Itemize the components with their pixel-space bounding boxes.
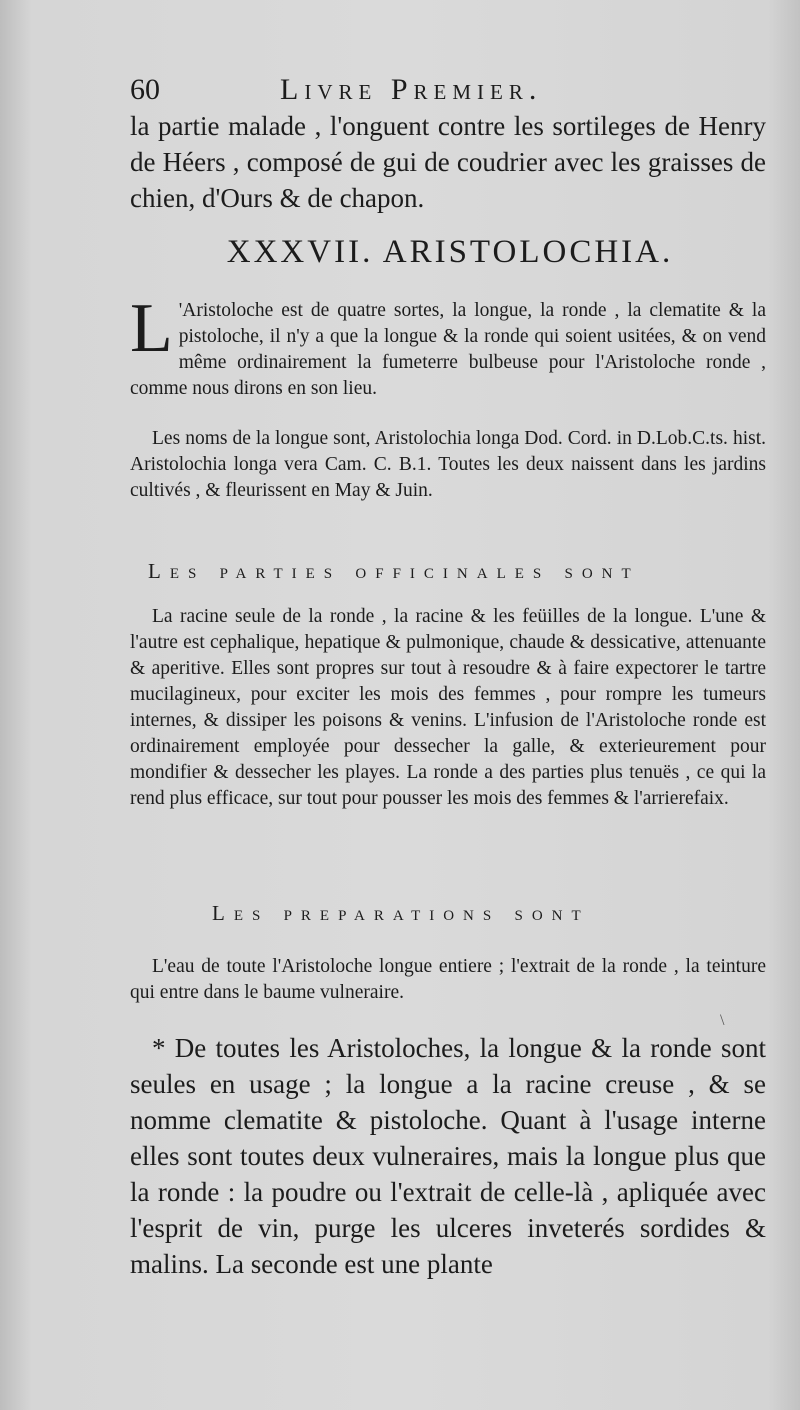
carryover-paragraph: la partie malade , l'onguent contre les sortileges de Henry de Héers , composé de gui de coudrier avec les graisses de chien, d'Ours & de chapon.: [130, 111, 766, 213]
page-number: 60: [130, 73, 160, 106]
heading-preparations: Les preparations sont: [212, 901, 590, 925]
note-paragraph: * De toutes les Aristoloches, la longue & la ronde sont seules en usage ; la longue a la racine creuse , & se nomme clematite & pistoloche. Quant à l'usage interne elles sont toutes deux vulneraires, mais la longue plus que la ronde : la poudre ou l'extrait de celle-là , apliquée avec l'esprit de vin, purge les ulceres inveterés sordides & malins. La seconde est une plante: [130, 1033, 766, 1279]
heading-parts: Les parties officinales sont: [148, 559, 640, 583]
parts-paragraph: La racine seule de la ronde , la racine & les feüilles de la longue. L'une & l'autre est cephalique, hepatique & pulmonique, chaude & dessicative, attenuante & aperitive. Elles sont propres sur tout à resoudre & à faire expectorer le tartre mucilagineux, pour exciter les mois des femmes , pour rompre les tumeurs internes, & dissiper les poisons & venins. L'infusion de l'Aristoloche ronde est ordinairement employée pour dessecher la galle, & exterieurement pour mondifier & dessecher les playes. La ronde a des parties plus tenuës , ce qui la rend plus efficace, sur tout pour pousser les mois des femmes & l'arrierefaix.: [130, 606, 766, 809]
preparations-paragraph: L'eau de toute l'Aristoloche longue entiere ; l'extrait de la ronde , la teinture qui entre dans le baume vulneraire.: [130, 956, 766, 1003]
section-title: XXXVII. ARISTOLOCHIA.: [226, 234, 674, 270]
print-mark: \: [720, 1012, 725, 1029]
intro-text: 'Aristoloche est de quatre sortes, la longue, la ronde , la clematite & la pistoloche, il n'y a que la longue & la ronde qui soient usitées, & on vend même ordinairement la fumeterre bulbeuse pour l'Aristoloche ronde , comme nous dirons en son lieu.: [130, 300, 766, 399]
drop-cap: L: [130, 290, 173, 367]
names-paragraph: Les noms de la longue sont, Aristolochia longa Dod. Cord. in D.Lob.C.ts. hist. Aristolochia longa vera Cam. C. B.1. Toutes les deux naissent dans les jardins cultivés , & fleurissent en May & Juin.: [130, 428, 766, 501]
intro-paragraph: [130, 290, 766, 402]
running-title: Livre Premier.: [280, 73, 543, 106]
running-header: [130, 72, 630, 108]
